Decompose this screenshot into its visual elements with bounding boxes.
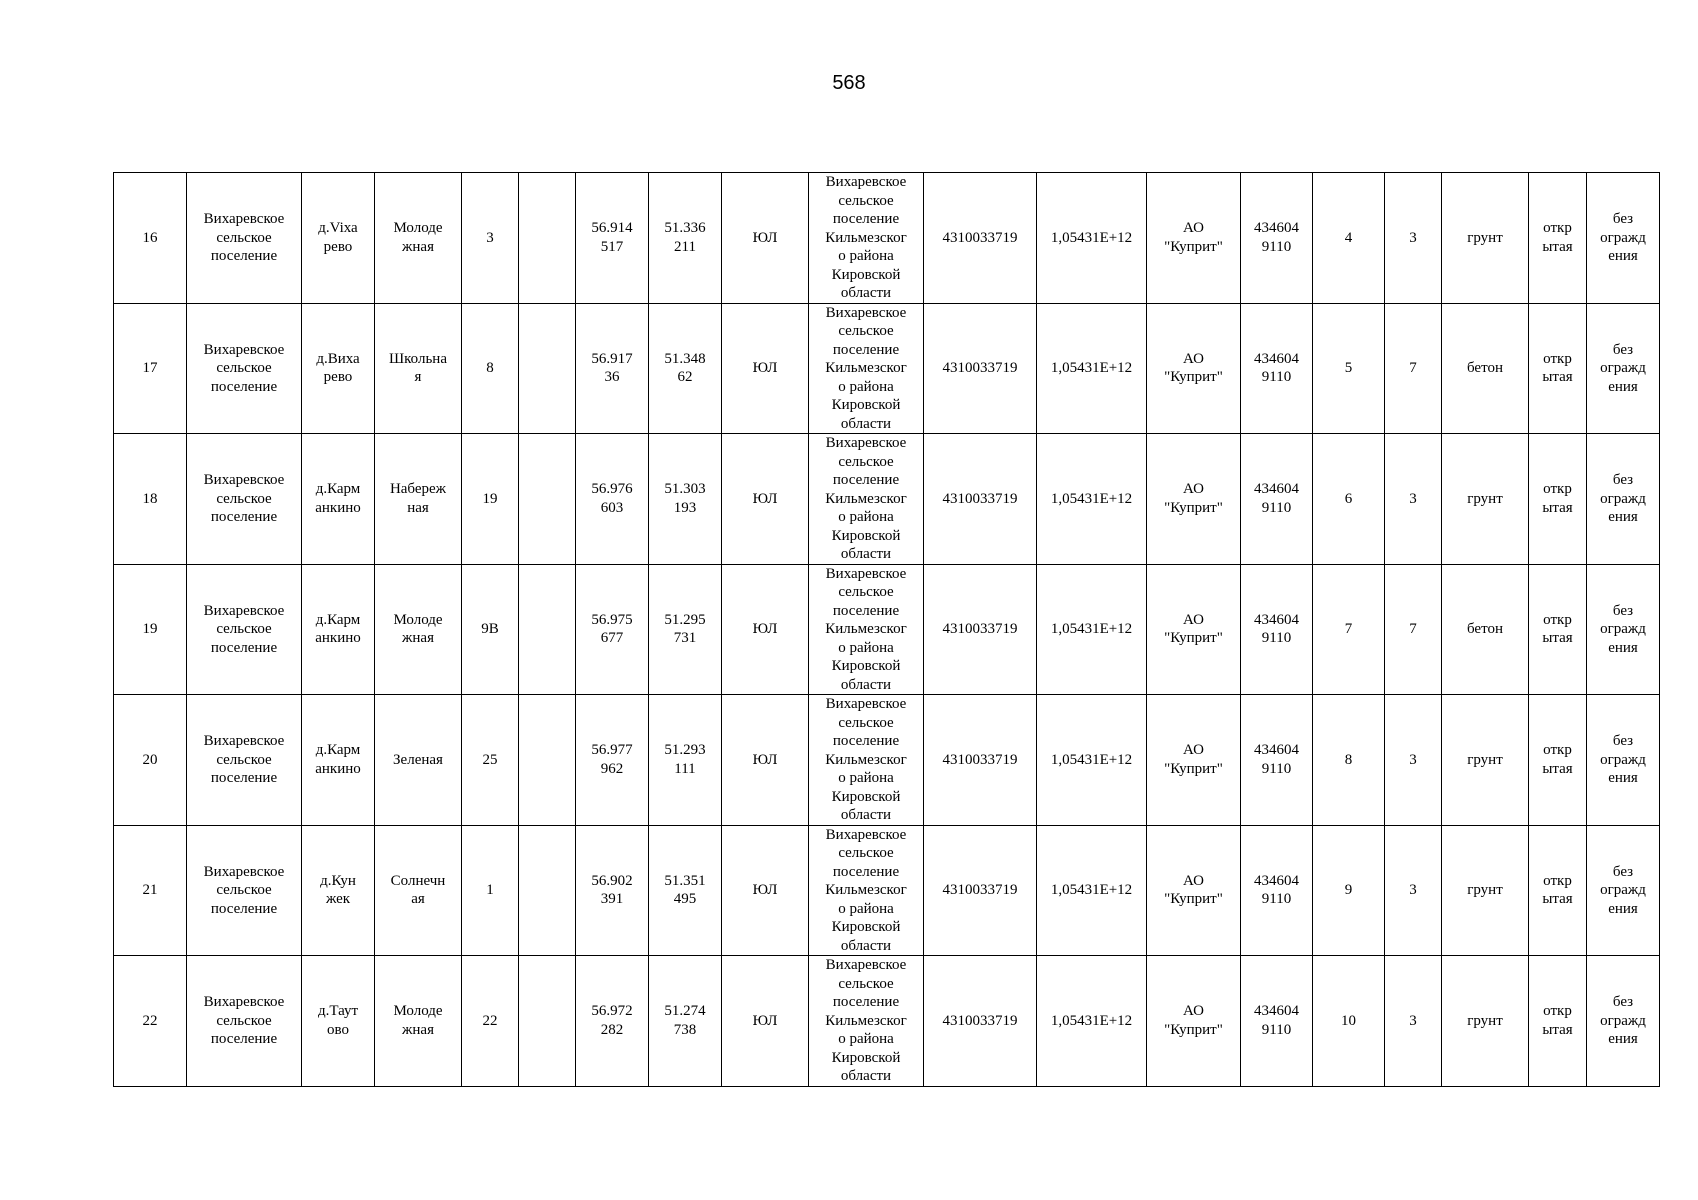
company-cell: АО "Куприт" [1147, 825, 1241, 956]
company-cell: АО "Куприт" [1147, 434, 1241, 565]
fence-cell: без огражд ения [1587, 695, 1660, 826]
fence-cell: без огражд ения [1587, 564, 1660, 695]
code-cell: 434604 9110 [1241, 956, 1313, 1087]
latitude-cell: 56.975 677 [576, 564, 649, 695]
containers-cell: 3 [1385, 695, 1442, 826]
owner-name-cell: Вихаревское сельское поселение Кильмезског о района Кировской области [809, 173, 924, 304]
company-cell: АО "Куприт" [1147, 695, 1241, 826]
row-number-cell: 21 [114, 825, 187, 956]
company-cell: АО "Куприт" [1147, 303, 1241, 434]
ogrn-cell: 1,05431E+12 [1037, 173, 1147, 304]
row-number-cell: 16 [114, 173, 187, 304]
table-row [114, 303, 1660, 434]
surface-cell: грунт [1442, 956, 1529, 1087]
house-number-cell: 25 [462, 695, 519, 826]
settlement-cell: Вихаревское сельское поселение [187, 825, 302, 956]
owner-name-cell: Вихаревское сельское поселение Кильмезског о района Кировской области [809, 695, 924, 826]
fence-cell: без огражд ения [1587, 173, 1660, 304]
area-cell: 9 [1313, 825, 1385, 956]
surface-cell: грунт [1442, 825, 1529, 956]
house-number-cell: 3 [462, 173, 519, 304]
entity-type-cell: ЮЛ [722, 564, 809, 695]
company-cell: АО "Куприт" [1147, 564, 1241, 695]
owner-name-cell: Вихаревское сельское поселение Кильмезског о района Кировской области [809, 434, 924, 565]
settlement-cell: Вихаревское сельское поселение [187, 564, 302, 695]
inn-cell: 4310033719 [924, 434, 1037, 565]
entity-type-cell: ЮЛ [722, 956, 809, 1087]
table-row [114, 956, 1660, 1087]
locality-cell: д.Карм анкино [302, 434, 375, 565]
site-type-cell: откр ытая [1529, 173, 1587, 304]
house-number-cell: 8 [462, 303, 519, 434]
area-cell: 7 [1313, 564, 1385, 695]
table-row [114, 825, 1660, 956]
locality-cell: д.Viха рево [302, 173, 375, 304]
table-row [114, 695, 1660, 826]
entity-type-cell: ЮЛ [722, 303, 809, 434]
surface-cell: грунт [1442, 434, 1529, 565]
locality-cell: д.Виха рево [302, 303, 375, 434]
latitude-cell: 56.917 36 [576, 303, 649, 434]
owner-name-cell: Вихаревское сельское поселение Кильмезског о района Кировской области [809, 956, 924, 1087]
empty-cell [519, 564, 576, 695]
code-cell: 434604 9110 [1241, 303, 1313, 434]
fence-cell: без огражд ения [1587, 303, 1660, 434]
settlement-cell: Вихаревское сельское поселение [187, 695, 302, 826]
containers-cell: 3 [1385, 825, 1442, 956]
code-cell: 434604 9110 [1241, 434, 1313, 565]
longitude-cell: 51.293 111 [649, 695, 722, 826]
street-cell: Школьна я [375, 303, 462, 434]
street-cell: Зеленая [375, 695, 462, 826]
locality-cell: д.Таут ово [302, 956, 375, 1087]
empty-cell [519, 695, 576, 826]
row-number-cell: 17 [114, 303, 187, 434]
empty-cell [519, 434, 576, 565]
street-cell: Молоде жная [375, 956, 462, 1087]
empty-cell [519, 173, 576, 304]
locality-cell: д.Кун жек [302, 825, 375, 956]
empty-cell [519, 303, 576, 434]
fence-cell: без огражд ения [1587, 434, 1660, 565]
ogrn-cell: 1,05431E+12 [1037, 695, 1147, 826]
containers-cell: 3 [1385, 956, 1442, 1087]
entity-type-cell: ЮЛ [722, 434, 809, 565]
empty-cell [519, 956, 576, 1087]
area-cell: 6 [1313, 434, 1385, 565]
table-row [114, 173, 1660, 304]
latitude-cell: 56.972 282 [576, 956, 649, 1087]
settlement-cell: Вихаревское сельское поселение [187, 303, 302, 434]
latitude-cell: 56.977 962 [576, 695, 649, 826]
latitude-cell: 56.902 391 [576, 825, 649, 956]
inn-cell: 4310033719 [924, 695, 1037, 826]
locality-cell: д.Карм анкино [302, 695, 375, 826]
entity-type-cell: ЮЛ [722, 825, 809, 956]
area-cell: 8 [1313, 695, 1385, 826]
surface-cell: бетон [1442, 303, 1529, 434]
area-cell: 5 [1313, 303, 1385, 434]
page-number: 568 [832, 72, 866, 94]
empty-cell [519, 825, 576, 956]
entity-type-cell: ЮЛ [722, 695, 809, 826]
inn-cell: 4310033719 [924, 564, 1037, 695]
house-number-cell: 1 [462, 825, 519, 956]
owner-name-cell: Вихаревское сельское поселение Кильмезског о района Кировской области [809, 303, 924, 434]
row-number-cell: 22 [114, 956, 187, 1087]
company-cell: АО "Куприт" [1147, 173, 1241, 304]
settlement-cell: Вихаревское сельское поселение [187, 173, 302, 304]
code-cell: 434604 9110 [1241, 825, 1313, 956]
locality-cell: д.Карм анкино [302, 564, 375, 695]
house-number-cell: 9В [462, 564, 519, 695]
containers-cell: 7 [1385, 303, 1442, 434]
longitude-cell: 51.274 738 [649, 956, 722, 1087]
row-number-cell: 18 [114, 434, 187, 565]
area-cell: 4 [1313, 173, 1385, 304]
latitude-cell: 56.914 517 [576, 173, 649, 304]
longitude-cell: 51.303 193 [649, 434, 722, 565]
settlement-cell: Вихаревское сельское поселение [187, 956, 302, 1087]
surface-cell: бетон [1442, 564, 1529, 695]
inn-cell: 4310033719 [924, 956, 1037, 1087]
code-cell: 434604 9110 [1241, 695, 1313, 826]
code-cell: 434604 9110 [1241, 564, 1313, 695]
site-type-cell: откр ытая [1529, 303, 1587, 434]
longitude-cell: 51.351 495 [649, 825, 722, 956]
owner-name-cell: Вихаревское сельское поселение Кильмезског о района Кировской области [809, 564, 924, 695]
area-cell: 10 [1313, 956, 1385, 1087]
table-body [114, 173, 1660, 1087]
longitude-cell: 51.336 211 [649, 173, 722, 304]
inn-cell: 4310033719 [924, 303, 1037, 434]
house-number-cell: 19 [462, 434, 519, 565]
entity-type-cell: ЮЛ [722, 173, 809, 304]
row-number-cell: 20 [114, 695, 187, 826]
ogrn-cell: 1,05431E+12 [1037, 303, 1147, 434]
ogrn-cell: 1,05431E+12 [1037, 825, 1147, 956]
code-cell: 434604 9110 [1241, 173, 1313, 304]
company-cell: АО "Куприт" [1147, 956, 1241, 1087]
ogrn-cell: 1,05431E+12 [1037, 434, 1147, 565]
containers-cell: 3 [1385, 173, 1442, 304]
ogrn-cell: 1,05431E+12 [1037, 564, 1147, 695]
site-type-cell: откр ытая [1529, 956, 1587, 1087]
fence-cell: без огражд ения [1587, 956, 1660, 1087]
street-cell: Молоде жная [375, 564, 462, 695]
street-cell: Солнечн ая [375, 825, 462, 956]
latitude-cell: 56.976 603 [576, 434, 649, 565]
surface-cell: грунт [1442, 173, 1529, 304]
table-row [114, 434, 1660, 565]
settlement-cell: Вихаревское сельское поселение [187, 434, 302, 565]
longitude-cell: 51.348 62 [649, 303, 722, 434]
inn-cell: 4310033719 [924, 825, 1037, 956]
containers-cell: 7 [1385, 564, 1442, 695]
inn-cell: 4310033719 [924, 173, 1037, 304]
containers-cell: 3 [1385, 434, 1442, 565]
ogrn-cell: 1,05431E+12 [1037, 956, 1147, 1087]
surface-cell: грунт [1442, 695, 1529, 826]
site-type-cell: откр ытая [1529, 825, 1587, 956]
row-number-cell: 19 [114, 564, 187, 695]
table-row [114, 564, 1660, 695]
site-type-cell: откр ытая [1529, 434, 1587, 565]
longitude-cell: 51.295 731 [649, 564, 722, 695]
site-type-cell: откр ытая [1529, 695, 1587, 826]
street-cell: Молоде жная [375, 173, 462, 304]
owner-name-cell: Вихаревское сельское поселение Кильмезског о района Кировской области [809, 825, 924, 956]
street-cell: Набереж ная [375, 434, 462, 565]
house-number-cell: 22 [462, 956, 519, 1087]
site-type-cell: откр ытая [1529, 564, 1587, 695]
registry-table [113, 172, 1660, 1087]
fence-cell: без огражд ения [1587, 825, 1660, 956]
